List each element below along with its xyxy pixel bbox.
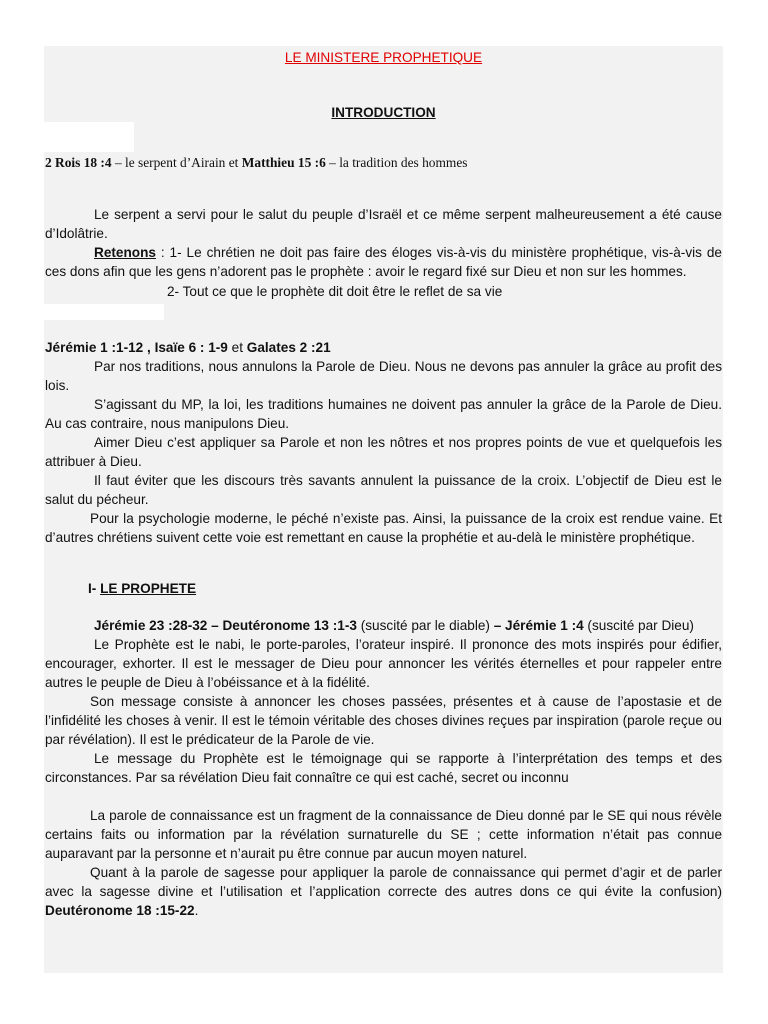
ref-jeremie-deuteronome: Jérémie 23 :28-32 – Deutéronome 13 :1-3 xyxy=(94,618,357,633)
ref-2-rois: 2 Rois 18 :4 xyxy=(45,155,112,170)
paragraph-prophete-nabi: Le Prophète est le nabi, le porte-paroles, l’orateur inspiré. Il prononce des mots inspirés pour édifier, encourager, exhorter. Il est le messager de Dieu pour annoncer les vérités éternelles et pour rappeler entre autres le peuple de Dieu à l’obéissance et à la fidélité. xyxy=(45,637,722,690)
ref-jeremie-1-4: – Jérémie 1 :4 xyxy=(493,618,584,633)
paragraph-mp: S’agissant du MP, la loi, les traditions humaines ne doivent pas annuler la grâce de la Parole de Dieu. Au cas contraire, nous manipulons Dieu. xyxy=(45,397,722,431)
sagesse-text: Quant à la parole de sagesse pour appliquer la parole de connaissance qui permet d’agir et de parler avec la sagesse divine et l’utilisation et l’application correcte des autres dons ce qui évite la confusion) xyxy=(45,865,722,899)
ref-deuteronome-18: Deutéronome 18 :15-22 xyxy=(45,903,195,918)
paragraph-message: Son message consiste à annoncer les choses passées, présentes et à cause de l’apostasie et de l’infidélité les choses à venir. Il est le témoin véritable des choses divines reçues par inspiration (parole reçue ou par révélation). Il est le prédicateur de la Parole de vie. xyxy=(45,694,722,747)
ref-text-2: – la tradition des hommes xyxy=(325,155,468,170)
retenons-point-2: 2- Tout ce que le prophète dit doit être le reflet de sa vie xyxy=(167,284,503,299)
paragraph-traditions: Par nos traditions, nous annulons la Parole de Dieu. Nous ne devons pas annuler la grâce au profit des lois. xyxy=(45,359,722,393)
paragraph-serpent: Le serpent a servi pour le salut du peuple d’Israël et ce même serpent malheureusement a été cause d’Idolâtrie. xyxy=(45,207,722,241)
paragraph-retenons xyxy=(45,243,722,281)
ref-text-1: – le serpent d’Airain et xyxy=(111,155,242,170)
section-title: LE PROPHETE xyxy=(100,581,197,596)
ref-note-dieu: (suscité par Dieu) xyxy=(583,618,694,633)
ref-matthieu: Matthieu 15 :6 xyxy=(241,155,326,170)
document-title: LE MINISTERE PROPHETIQUE xyxy=(284,50,483,65)
document-body xyxy=(45,46,722,920)
references-line-2 xyxy=(45,338,722,357)
section-heading xyxy=(45,579,722,598)
ref-jeremie-isaie: Jérémie 1 :1-12 , Isaïe 6 : 1-9 xyxy=(45,340,228,355)
ref-note-diable: (suscité par le diable) xyxy=(356,618,494,633)
paragraph-psychologie: Pour la psychologie moderne, le péché n’existe pas. Ainsi, la puissance de la croix est rendue vaine. Et d’autres chrétiens suivent cette voie est remettant en cause la prophétie et au-delà le ministère prophétique. xyxy=(45,511,722,545)
paragraph-croix: Il faut éviter que les discours très savants annulent la puissance de la croix. L’objectif de Dieu est le salut du pécheur. xyxy=(45,473,722,507)
references-line-3 xyxy=(45,616,722,635)
section-number: I- xyxy=(88,581,101,596)
sagesse-end: . xyxy=(194,903,199,918)
introduction-heading: INTRODUCTION xyxy=(331,105,436,120)
paragraph-aimer-dieu: Aimer Dieu c’est appliquer sa Parole et non les nôtres et nos propres points de vue et quelquefois les attribuer à Dieu. xyxy=(45,435,722,469)
retenons-label: Retenons xyxy=(94,245,156,260)
paragraph-connaissance: La parole de connaissance est un fragment de la connaissance de Dieu donné par le SE qui nous révèle certains faits ou information par la révélation surnaturelle du SE ; cette information n’était pas connue auparavant par la personne et n’aurait pu être connue par aucun moyen naturel. xyxy=(45,808,722,861)
reference-line xyxy=(45,153,722,172)
paragraph-temoignage: Le message du Prophète est le témoignage qui se rapporte à l’interprétation des temps et des circonstances. Par sa révélation Dieu fait connaître ce qui est caché, secret ou inconnu xyxy=(45,751,722,785)
ref-galates: Galates 2 :21 xyxy=(246,340,331,355)
ref-et: et xyxy=(227,340,247,355)
paragraph-sagesse xyxy=(45,863,722,920)
retenons-text: : 1- Le chrétien ne doit pas faire des éloges vis-à-vis du ministère prophétique, vis-à-vis de ces dons afin que les gens n’adorent pas le prophète : avoir le regard fixé sur Dieu et non sur les hommes. xyxy=(45,245,722,279)
